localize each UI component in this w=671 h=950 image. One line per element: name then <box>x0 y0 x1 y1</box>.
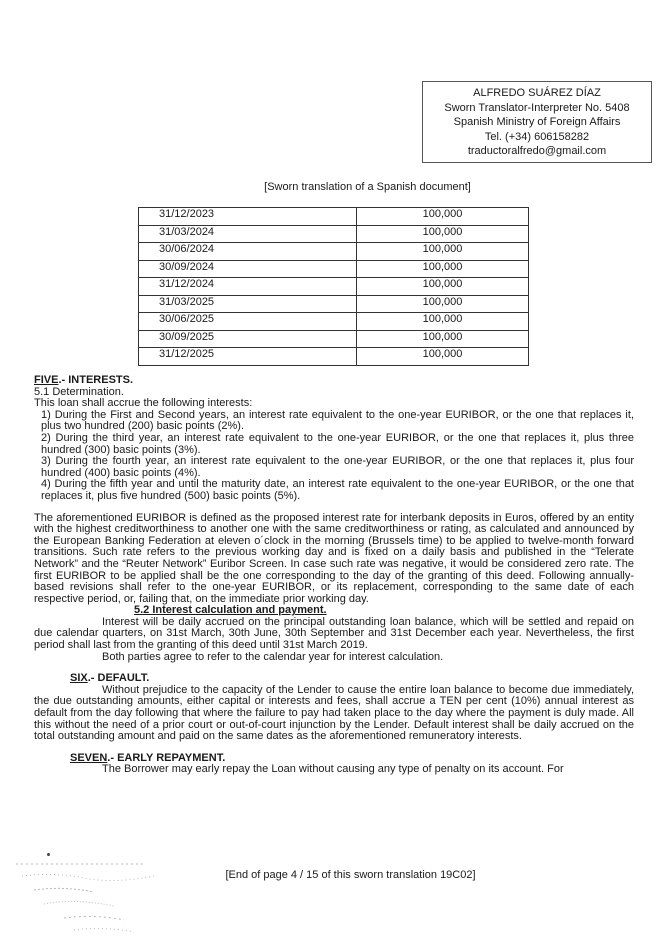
bullet-mark <box>47 853 50 856</box>
schedule-amount: 100,000 <box>357 295 529 313</box>
schedule-date: 30/09/2025 <box>139 330 357 348</box>
interest-item-1: 1) During the First and Second years, an interest rate equivalent to the one-year EURIBOR, or the one that replaces it, plus two hundred (200) basic points (2%). <box>41 408 634 433</box>
schedule-row <box>139 208 529 226</box>
schedule-row <box>139 243 529 261</box>
schedule-date: 31/03/2025 <box>139 295 357 313</box>
schedule-row <box>139 348 529 366</box>
schedule-date: 30/06/2025 <box>139 313 357 331</box>
repayment-schedule-table <box>138 207 529 366</box>
translator-name: ALFREDO SUÁREZ DÍAZ <box>473 87 601 99</box>
document-subheading: [Sworn translation of a Spanish document] <box>264 181 471 193</box>
section-5-2-paragraph-2: Both parties agree to refer to the calendar year for interest calculation. <box>102 650 444 663</box>
translator-ministry: Spanish Ministry of Foreign Affairs <box>453 116 621 128</box>
section-5-2-heading: 5.2 Interest calculation and payment. <box>134 604 327 617</box>
schedule-row <box>139 313 529 331</box>
interest-item-2: 2) During the third year, an interest rate equivalent to the one-year EURIBOR, or the one that replaces it, plus three hundred (300) basic points (3%). <box>41 431 634 456</box>
interest-item-4: 4) During the fifth year and until the maturity date, an interest rate equivalent to the one-year EURIBOR, or the one that replaces it, plus five hundred (500) basic points (5%). <box>41 478 634 502</box>
page-footer: [End of page 4 / 15 of this sworn translation 19C02] <box>225 869 476 881</box>
translator-title: Sworn Translator-Interpreter No. 5408 <box>444 101 630 114</box>
section-5-1-label: 5.1 Determination. <box>34 385 124 398</box>
schedule-date: 31/12/2023 <box>139 208 357 226</box>
translator-email: traductoralfredo@gmail.com <box>467 145 607 157</box>
schedule-date: 31/03/2024 <box>139 225 357 243</box>
schedule-row <box>139 278 529 296</box>
section-six-text: Without prejudice to the capacity of the Lender to cause the entire loan balance to become due immediately, the due outstanding amounts, either capital or interests and fees, shall accrue a TEN per cent (10%) annual interest as default from the day following that where the failure to pay had taken place to the day where the payment is duly made. All this without the need of a prior court or out-of-court injunction by the Lender. Default interest shall be daily accrued on the total outstanding amount and paid on the same dates as the aforementioned remuneratory interests. <box>34 683 634 743</box>
schedule-amount: 100,000 <box>357 278 529 296</box>
schedule-amount: 100,000 <box>357 243 529 261</box>
schedule-amount: 100,000 <box>357 348 529 366</box>
translator-stamp-box <box>422 81 652 163</box>
schedule-row <box>139 225 529 243</box>
euribor-definition: The aforementioned EURIBOR is defined as the proposed interest rate for interbank deposits in Euros, offered by an entity with the highest creditworthiness to another one with the same creditworthiness or rating, as calculated and announced by the European Banking Federation at eleven o´clock in the morning (Brussels time) to be applied to twelve-month forward transitions. Such rate refers to the previous working day and is fixed on a daily basis and published in the “Telerate Network” and the “Reuter Network” Euribor Screen. In case such rate was negative, it would be considered zero rate. The first EURIBOR to be applied shall be the one corresponding to the day of the granting of this deed. Following annually-based revisions shall refer to the one-year EURIBOR, or its replacement, corresponding to the same date of each respective period, or, failing that, on the immediate prior working day. <box>34 511 634 605</box>
translator-phone: Tel. (+34) 606158282 <box>484 130 590 143</box>
schedule-amount: 100,000 <box>357 208 529 226</box>
section-5-2-paragraph-1: Interest will be daily accrued on the principal outstanding loan balance, which will be settled and repaid on due calendar quarters, on 31st March, 30th June, 30th September and 31st December each year. Nevertheless, the first period shall last from the granting of this deed until 31st March 2019. <box>34 615 634 652</box>
interest-item-3: 3) During the fourth year, an interest rate equivalent to the one-year EURIBOR, or the one that replaces it, plus four hundred (400) basic points (4%). <box>41 455 634 479</box>
schedule-row <box>139 330 529 348</box>
section-seven-heading: SEVEN.- EARLY REPAYMENT. <box>70 751 226 764</box>
section-seven-text: The Borrower may early repay the Loan without causing any type of penalty on its account. For <box>102 763 564 776</box>
interest-intro: This loan shall accrue the following interests: <box>34 397 253 410</box>
schedule-date: 30/09/2024 <box>139 260 357 278</box>
section-five-heading: FIVE.- INTERESTS. <box>34 374 134 386</box>
schedule-date: 30/06/2024 <box>139 243 357 261</box>
schedule-row <box>139 260 529 278</box>
schedule-date: 31/12/2025 <box>139 348 357 366</box>
schedule-amount: 100,000 <box>357 225 529 243</box>
section-six-heading: SIX.- DEFAULT. <box>70 672 150 685</box>
schedule-amount: 100,000 <box>357 330 529 348</box>
schedule-amount: 100,000 <box>357 260 529 278</box>
schedule-row <box>139 295 529 313</box>
document-body <box>34 375 634 776</box>
schedule-date: 31/12/2024 <box>139 278 357 296</box>
schedule-amount: 100,000 <box>357 313 529 331</box>
